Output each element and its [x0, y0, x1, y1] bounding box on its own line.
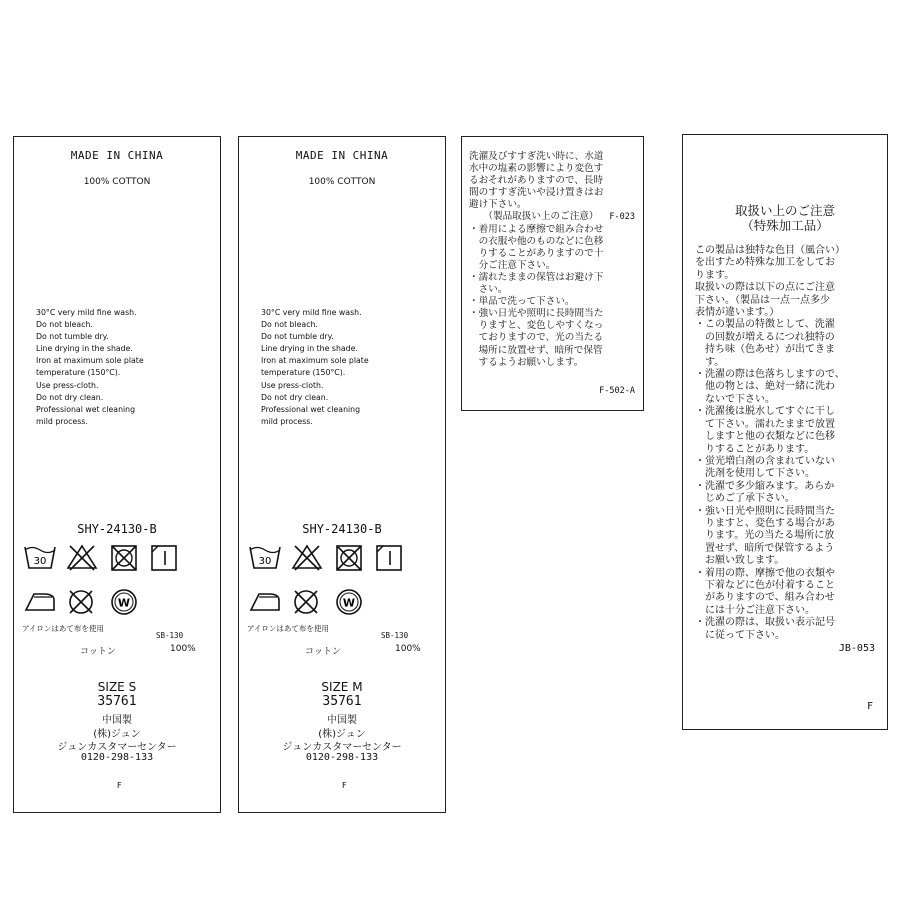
caution-line: ないで下さい。	[695, 393, 775, 405]
caution-line: お願い致します。	[695, 555, 785, 567]
care-line: Use press-cloth.	[261, 380, 324, 390]
care-line: Professional wet cleaning	[36, 404, 136, 414]
no-dry-clean-icon	[70, 591, 92, 613]
no-tumble-dry-icon	[112, 546, 136, 570]
caution-line: （製品取扱い上のご注意）	[469, 211, 599, 223]
caution-line: ・着用による摩擦で組み合わせ	[469, 223, 604, 235]
care-line: Do not bleach.	[36, 320, 93, 330]
care-line: 30°C very mild fine wash.	[261, 308, 362, 317]
caution-line: 置せず、暗所で保管するよう	[695, 542, 835, 554]
brand-ja: (株)ジュン	[318, 729, 366, 740]
caution-line: るおそれがありますので、長時	[469, 175, 604, 187]
line-dry-shade-icon	[377, 546, 401, 570]
wet-clean-icon	[337, 590, 361, 614]
caution-line: ・洗濯の際は、取扱い表示記号	[695, 617, 835, 629]
size-label: SIZE M	[321, 680, 363, 694]
caution-line: には十分ご注意下さい。	[695, 604, 815, 616]
fiber-percentage: 100%	[395, 644, 421, 654]
care-instructions	[36, 307, 144, 428]
no-tumble-dry-icon	[337, 546, 361, 570]
care-line: Do not tumble dry.	[261, 332, 334, 342]
caution-line: 表情が違います。）	[695, 307, 780, 319]
caution-line: 洗剤を使用して下さい。	[695, 468, 815, 480]
caution-line: ・洗濯で多少縮みます。あらか	[695, 480, 835, 492]
made-in: MADE IN CHINA	[70, 149, 164, 162]
composition: 100% COTTON	[83, 177, 151, 187]
caution-code-1: F-023	[609, 212, 635, 222]
care-line: Do not dry clean.	[261, 392, 329, 402]
iron-note: アイロンはあて布を使用	[22, 624, 104, 633]
style-number: SHY-24130-B	[302, 522, 382, 536]
caution-line: 分ご注意下さい。	[469, 259, 556, 271]
caution-card-small	[461, 136, 644, 411]
wash-30-icon	[250, 547, 280, 568]
customer-center: ジュンカスタマーセンター	[282, 742, 402, 753]
sb-code: SB-130	[381, 631, 409, 640]
fiber-name-ja: コットン	[305, 647, 341, 657]
care-line: Line drying in the shade.	[36, 344, 133, 354]
caution-line: 下着などに色が付着すること	[695, 579, 835, 591]
care-line: 30°C very mild fine wash.	[36, 308, 137, 317]
origin-ja: 中国製	[102, 715, 132, 726]
caution-line: 持ち味（色あせ）が出てきま	[695, 344, 835, 356]
care-line: Use press-cloth.	[36, 380, 99, 390]
no-bleach-icon	[68, 546, 96, 570]
style-number: SHY-24130-B	[77, 522, 157, 536]
f-mark: F	[342, 781, 347, 790]
phone-number: 0120-298-133	[305, 752, 379, 763]
caution-subtitle: （特殊加工品）	[741, 218, 829, 233]
caution-line: ・この製品の特徴として、洗濯	[695, 319, 835, 331]
product-code: 35761	[97, 694, 137, 709]
care-line: Iron at maximum sole plate	[36, 356, 144, 366]
origin-ja: 中国製	[327, 715, 357, 726]
care-line: Professional wet cleaning	[261, 404, 361, 414]
care-line: mild process.	[36, 416, 88, 426]
care-line: Do not dry clean.	[36, 392, 104, 402]
caution-line: を出すため特殊な加工をしてお	[695, 257, 835, 269]
caution-code-2: F-502-A	[599, 386, 635, 396]
size-label: SIZE S	[97, 680, 137, 694]
caution-line: す。	[695, 356, 725, 368]
care-line: Do not tumble dry.	[36, 332, 109, 342]
care-instructions	[261, 307, 369, 428]
care-line: temperature (150°C).	[36, 368, 121, 378]
svg-text:30: 30	[33, 556, 47, 567]
svg-text:W: W	[342, 596, 356, 610]
customer-center: ジュンカスタマーセンター	[57, 742, 177, 753]
care-line: Iron at maximum sole plate	[261, 356, 369, 366]
brand-ja: (株)ジュン	[93, 729, 141, 740]
caution-line: りすることがあります。	[695, 443, 815, 455]
iron-note: アイロンはあて布を使用	[247, 624, 329, 633]
caution-line: に従って下さい。	[695, 629, 785, 641]
caution-line: しますと他の衣類などに色移	[695, 431, 835, 443]
caution-line: じめご了承下さい。	[695, 493, 795, 505]
caution-line: 洗濯及びすすぎ洗い時に、水道	[469, 151, 604, 162]
caution-line: 間のすすぎ洗いや浸け置きはお	[469, 187, 604, 199]
phone-number: 0120-298-133	[80, 752, 154, 763]
iron-medium-icon	[26, 594, 54, 610]
composition: 100% COTTON	[308, 177, 376, 187]
care-label-size-s	[13, 136, 221, 813]
care-line: Do not bleach.	[261, 320, 318, 330]
iron-medium-icon	[251, 594, 279, 610]
f-mark: F	[867, 701, 873, 712]
svg-text:W: W	[117, 596, 131, 610]
care-symbols	[247, 542, 417, 622]
no-bleach-icon	[293, 546, 321, 570]
caution-line: 他の物とは、絶対一緒に洗わ	[695, 381, 835, 393]
caution-line: ・強い日光や照明に長時間当た	[695, 505, 835, 517]
caution-line: ・洗濯後は脱水してすぐに干し	[695, 406, 835, 418]
f-mark: F	[117, 781, 122, 790]
caution-line: ・蛍光増白剤の含まれていない	[695, 455, 835, 467]
caution-line: の衣服や他のものなどに色移	[469, 235, 604, 247]
caution-line: がありますので、組み合わせ	[695, 592, 835, 604]
caution-line: この製品は独特な色目（風合い）	[695, 245, 845, 256]
caution-line: さい。	[469, 284, 508, 296]
caution-line: て下さい。濡れたままで放置	[695, 418, 835, 430]
wet-clean-icon	[112, 590, 136, 614]
caution-line: 水中の塩素の影響により変色す	[469, 163, 604, 175]
caution-line: りすることがありますので十	[469, 247, 604, 259]
fiber-name-ja: コットン	[80, 647, 116, 657]
sb-code: SB-130	[156, 631, 184, 640]
caution-text	[469, 151, 603, 369]
caution-line: するようお願いします。	[469, 356, 584, 368]
care-label-size-m	[238, 136, 446, 813]
caution-title: 取扱い上のご注意	[734, 203, 835, 218]
care-line: temperature (150°C).	[261, 368, 346, 378]
caution-line: の回数が増えるにつれ独特の	[695, 331, 835, 343]
caution-line: ・着用の際、摩擦で他の衣類や	[695, 567, 835, 579]
fiber-percentage: 100%	[170, 644, 196, 654]
product-code: 35761	[322, 694, 362, 709]
svg-text:30: 30	[258, 556, 272, 567]
caution-line: りますと、変色する場合があ	[695, 517, 835, 529]
caution-line: 場所に放置せず、暗所で保管	[469, 344, 603, 356]
caution-line: ・洗濯の際は色落ちしますので、	[695, 369, 845, 381]
caution-line: ておりますので、光の当たる	[469, 332, 604, 344]
caution-line: ります。光の当たる場所に放	[695, 530, 835, 542]
care-symbols	[22, 542, 192, 622]
caution-code: JB-053	[838, 643, 875, 654]
caution-line: ります。	[695, 269, 735, 281]
caution-line: 取扱いの際は以下の点にご注意	[695, 282, 835, 294]
caution-line: ・濡れたままの保管はお避け下	[469, 271, 604, 283]
care-line: Line drying in the shade.	[261, 344, 358, 354]
caution-line: 下さい。（製品は一点一点多少	[695, 294, 830, 306]
line-dry-shade-icon	[152, 546, 176, 570]
caution-line: ・強い日光や照明に長時間当た	[469, 308, 604, 320]
caution-text	[695, 245, 845, 642]
care-line: mild process.	[261, 416, 313, 426]
no-dry-clean-icon	[295, 591, 317, 613]
caution-card-special-processing	[682, 134, 888, 730]
caution-line: りますと、変色しやすくなっ	[469, 320, 604, 332]
caution-line: ・単品で洗って下さい。	[469, 296, 575, 308]
wash-30-icon	[25, 547, 55, 568]
caution-line: 避け下さい。	[469, 199, 527, 211]
made-in: MADE IN CHINA	[295, 149, 389, 162]
